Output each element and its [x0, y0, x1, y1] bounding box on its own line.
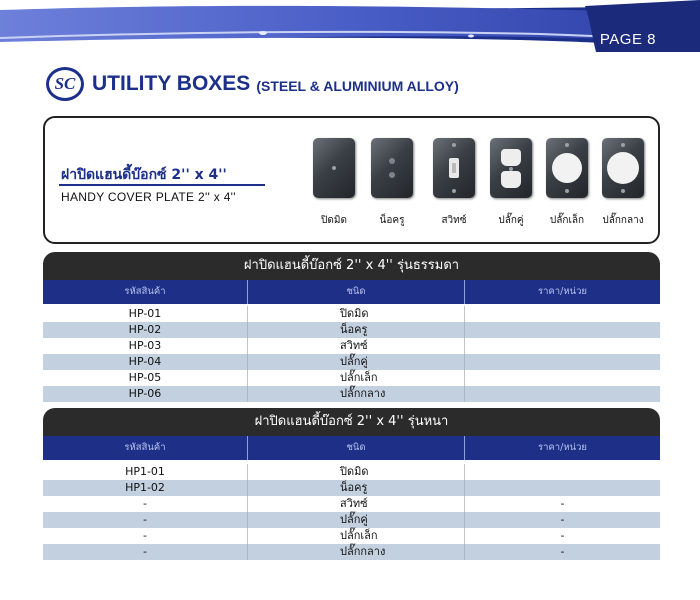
plate-label-blank: ปิดมิด: [321, 215, 347, 226]
column-header-price: ราคา/หน่วย: [538, 442, 587, 453]
table-row: HP-02 น็อครู: [43, 322, 660, 338]
plate-label-medium: ปลั๊กกลาง: [602, 215, 644, 226]
switch-plate-icon: [433, 138, 475, 198]
plate-label-switch: สวิทซ์: [441, 215, 467, 226]
table-thick-body: [43, 464, 660, 560]
sc-logo: SC: [46, 67, 84, 101]
column-header-type: ชนิด: [248, 436, 465, 460]
product-name-english: HANDY COVER PLATE 2'' x 4'': [61, 190, 236, 204]
table-row: - ปลั๊กเล็ก -: [43, 528, 660, 544]
blank-plate-icon: [313, 138, 355, 198]
product-card: [43, 116, 660, 244]
column-header-price: ราคา/หน่วย: [538, 286, 587, 297]
table-row: HP1-02 น็อครู: [43, 480, 660, 496]
header-wave-graphic: [0, 0, 700, 58]
column-header-code: รหัสสินค้า: [43, 436, 248, 460]
small-receptacle-plate-icon: [546, 138, 588, 198]
page-number: PAGE 8: [599, 31, 656, 48]
table-standard-title: ฝาปิดแฮนดี้บ๊อกซ์ 2'' x 4'' รุ่นธรรมดา: [43, 252, 660, 280]
table-row: - สวิทซ์ -: [43, 496, 660, 512]
catalog-title: [46, 66, 459, 102]
table-row: - ปลั๊กคู่ -: [43, 512, 660, 528]
plate-label-duplex: ปลั๊กคู่: [498, 215, 524, 226]
product-name-underline: [59, 184, 265, 186]
table-standard-header: [43, 280, 660, 304]
table-row: HP-03 สวิทซ์: [43, 338, 660, 354]
product-name-thai: ฝาปิดแฮนดี้บ๊อกซ์ 2'' x 4'': [61, 167, 227, 183]
duplex-outlet-plate-icon: [490, 138, 532, 198]
title-material: (STEEL & ALUMINIUM ALLOY): [256, 77, 459, 94]
title-main: UTILITY BOXES: [92, 72, 251, 95]
column-header-code: รหัสสินค้า: [43, 280, 248, 304]
medium-receptacle-plate-icon: [602, 138, 644, 198]
plate-label-small: ปลั๊กเล็ก: [549, 215, 585, 226]
table-standard-body: [43, 306, 660, 402]
table-row: - ปลั๊กกลาง -: [43, 544, 660, 560]
page-header: [0, 0, 700, 58]
table-row: HP-01 ปิดมิด: [43, 306, 660, 322]
table-thick-title: ฝาปิดแฮนดี้บ๊อกซ์ 2'' x 4'' รุ่นหนา: [43, 408, 660, 436]
table-row: HP-04 ปลั๊กคู่: [43, 354, 660, 370]
table-row: HP-06 ปลั๊กกลาง: [43, 386, 660, 402]
column-header-type: ชนิด: [248, 280, 465, 304]
plate-label-knockout: น็อครู: [379, 215, 405, 226]
table-thick-header: [43, 436, 660, 460]
knockout-plate-icon: [371, 138, 413, 198]
table-row: HP-05 ปลั๊กเล็ก: [43, 370, 660, 386]
table-row: HP1-01 ปิดมิด: [43, 464, 660, 480]
